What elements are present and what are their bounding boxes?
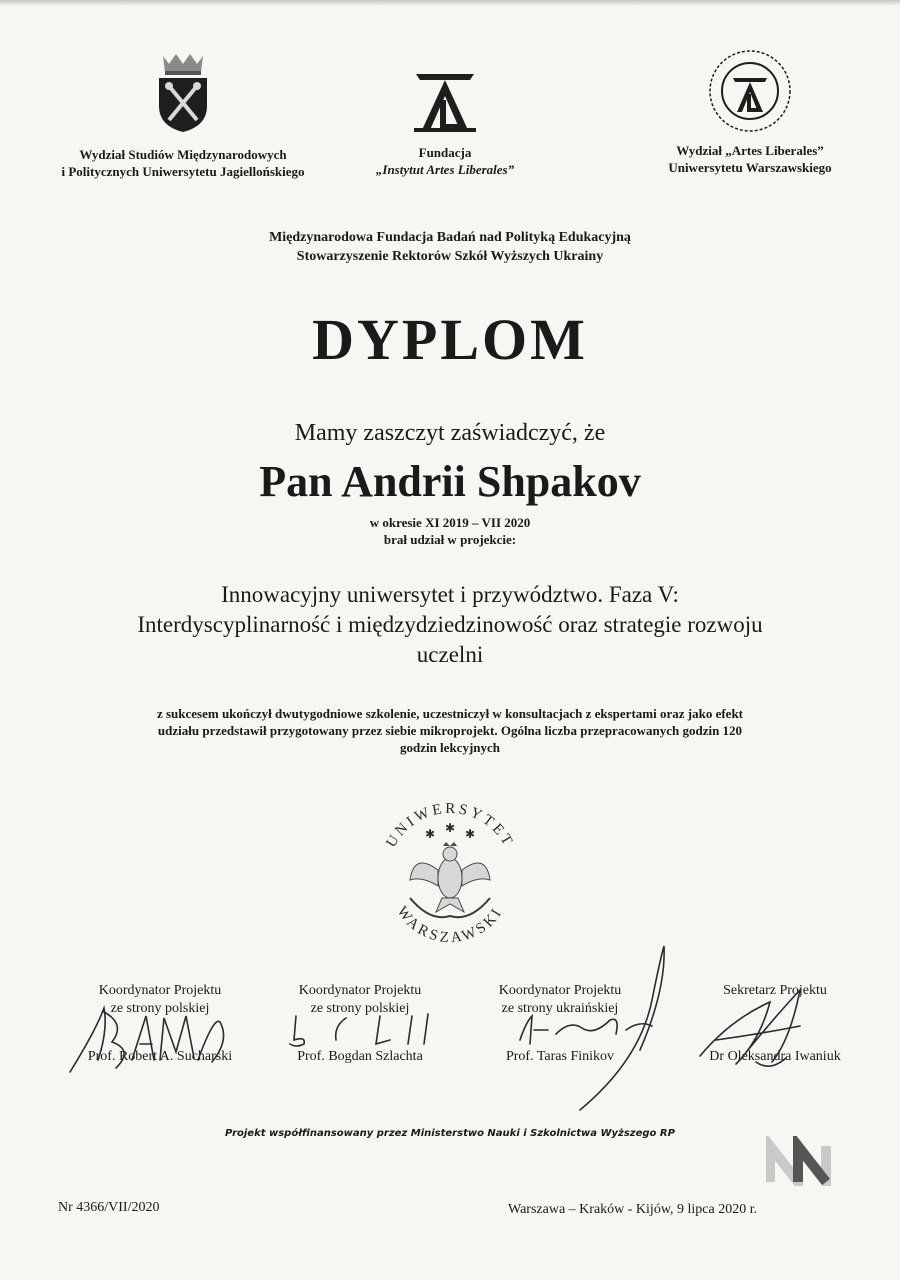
project-line2: Interdyscyplinarność i międzydziedzinowość oraz strategie rozwoju xyxy=(137,612,763,637)
jagiellonian-crest-icon xyxy=(155,52,211,134)
period xyxy=(0,514,900,548)
logo-wydzial-artes-liberales xyxy=(630,48,870,176)
svg-text:WARSZAWSKI xyxy=(394,904,507,947)
signer-3-role: Koordynator Projektu xyxy=(498,983,622,998)
svg-text:✱: ✱ xyxy=(465,827,476,841)
logo-center-line2: „Instytut Artes Liberales” xyxy=(375,162,515,177)
university-of-warsaw-eagle-seal-icon xyxy=(370,790,530,960)
intro-text: Mamy zaszczyt zaświadczyć, że xyxy=(294,420,606,446)
svg-text:✱: ✱ xyxy=(445,821,456,835)
recipient-name: Pan Andrii Shpakov xyxy=(259,457,641,506)
description-line3: godzin lekcyjnych xyxy=(399,740,501,755)
signer-4 xyxy=(680,982,870,1072)
signer-2-side: ze strony polskiej xyxy=(310,1001,410,1016)
description-line2: udziału przedstawił przygotowany przez siebie mikroprojekt. Ogólna liczba przepracowanych godzin 120 xyxy=(157,723,743,738)
signer-1 xyxy=(70,982,250,1072)
logo-right-line1: Wydział „Artes Liberales” xyxy=(676,143,824,158)
signer-3-name: Prof. Taras Finikov xyxy=(505,1049,615,1064)
seal-text-bottom: WARSZAWSKI xyxy=(393,903,507,947)
signer-4-role: Sekretarz Projektu xyxy=(723,983,827,998)
period-line2: brał udział w projekcie: xyxy=(383,532,517,547)
logo-jagiellonian xyxy=(28,52,338,180)
organizer-line1: Międzynarodowa Fundacja Badań nad Polityką Edukacyjną xyxy=(269,230,631,245)
signer-1-name: Prof. Robert A. Sucharski xyxy=(87,1049,233,1064)
signer-3 xyxy=(470,982,650,1072)
logo-artes-liberales-foundation xyxy=(350,66,540,178)
artes-liberales-al-monogram-icon xyxy=(410,66,480,136)
logo-left-line1: Wydział Studiów Międzynarodowych xyxy=(79,147,287,162)
ministry-logo-icon xyxy=(766,1136,846,1186)
signer-1-role: Koordynator Projektu xyxy=(98,983,222,998)
project-line3: uczelni xyxy=(416,642,484,667)
organizers xyxy=(0,228,900,266)
signer-3-side: ze strony ukraińskiej xyxy=(501,1001,619,1016)
document-number: Nr 4366/VII/2020 xyxy=(58,1200,160,1215)
scan-edge xyxy=(0,0,900,6)
diploma-title: DYPLOM xyxy=(312,307,588,372)
completion-description xyxy=(60,705,840,756)
university-seal xyxy=(370,790,530,960)
signer-2 xyxy=(265,982,455,1072)
signer-4-name: Dr Oleksandra Iwaniuk xyxy=(709,1049,841,1064)
signer-1-side: ze strony polskiej xyxy=(110,1001,210,1016)
project-line1: Innowacyjny uniwersytet i przywództwo. Faza V: xyxy=(221,582,679,607)
wydzial-al-seal-icon xyxy=(707,48,793,134)
description-line1: z sukcesem ukończył dwutygodniowe szkolenie, uczestniczył w konsultacjach z ekspertami oraz jako efekt xyxy=(156,706,744,721)
organizer-line2: Stowarzyszenie Rektorów Szkół Wyższych Ukrainy xyxy=(296,249,604,264)
logo-right-line2: Uniwersytetu Warszawskiego xyxy=(668,160,832,175)
project-title xyxy=(40,580,860,670)
signer-2-role: Koordynator Projektu xyxy=(298,983,422,998)
cofinancing-note: Projekt współfinansowany przez Ministerstwo Nauki i Szkolnictwa Wyższego RP xyxy=(225,1128,675,1139)
logo-left-line2: i Politycznych Uniwersytetu Jagiellońskiego xyxy=(61,164,305,179)
signer-2-name: Prof. Bogdan Szlachta xyxy=(297,1049,423,1064)
svg-text:✱: ✱ xyxy=(425,827,436,841)
logo-center-line1: Fundacja xyxy=(418,145,472,160)
place-and-date: Warszawa – Kraków - Kijów, 9 lipca 2020 r. xyxy=(508,1202,758,1217)
seal-text-top: UNIWERSYTET xyxy=(383,800,517,851)
period-line1: w okresie XI 2019 – VII 2020 xyxy=(369,515,531,530)
